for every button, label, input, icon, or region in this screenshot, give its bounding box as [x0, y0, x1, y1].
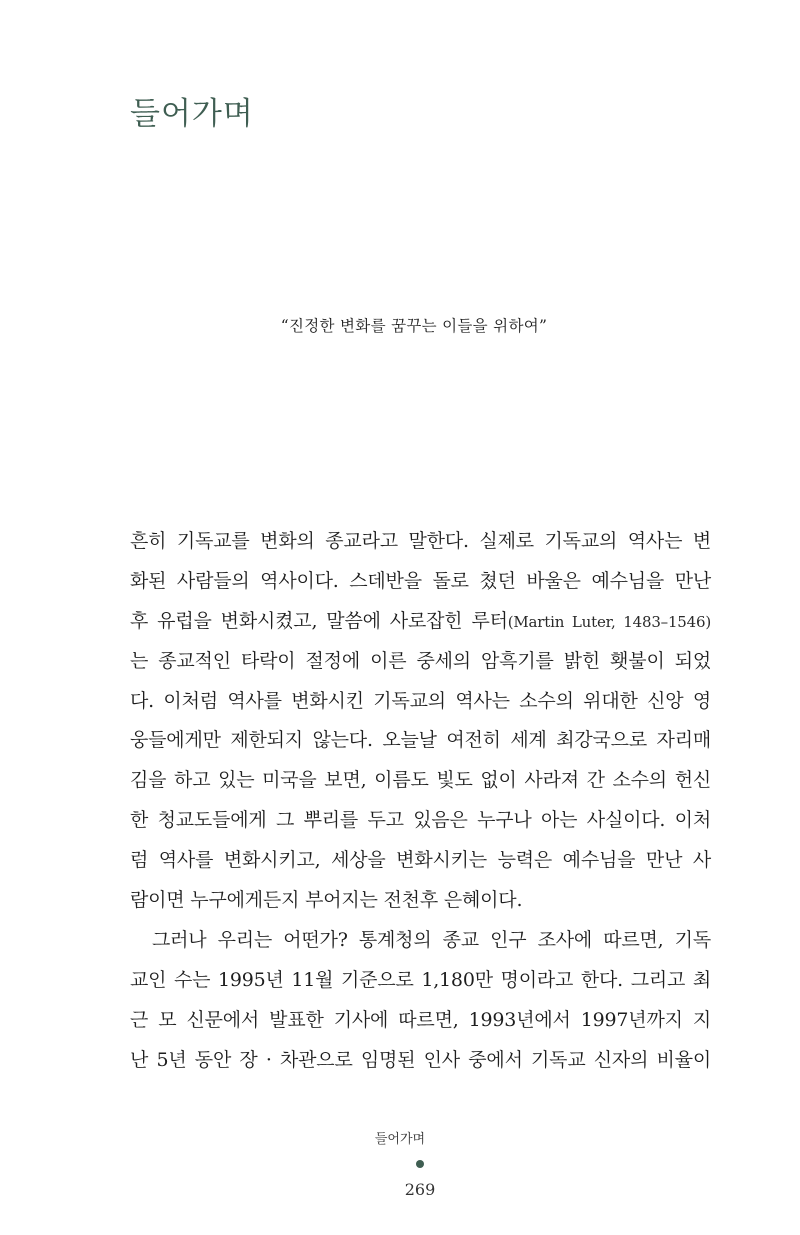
text-line: 다. 이처럼 역사를 변화시킨 기독교의 역사는 소수의 위대한 신앙 영	[130, 689, 711, 712]
running-footer-label: 들어가며	[374, 1132, 426, 1147]
chapter-title: 들어가며	[130, 96, 254, 132]
text-line: 람이면 누구에게든지 부어지는 전천후 은혜이다.	[130, 889, 523, 912]
text-line: 김을 하고 있는 미국을 보면, 이름도 빛도 없이 사라져 간 소수의 헌신	[130, 769, 711, 792]
text-line: 웅들에게만 제한되지 않는다. 오늘날 여전히 세계 최강국으로 자리매	[130, 729, 711, 752]
text-line: 흔히 기독교를 변화의 종교라고 말한다. 실제로 기독교의 역사는 변	[130, 530, 711, 552]
text-line: 럼 역사를 변화시키고, 세상을 변화시키는 능력은 예수님을 만난 사	[130, 849, 711, 872]
text-line: 난 5년 동안 장 · 차관으로 임명된 인사 중에서 기독교 신자의 비율이	[130, 1048, 711, 1071]
text-line: 그러나 우리는 어떤가? 통계청의 종교 인구 조사에 따르면, 기독	[152, 928, 711, 951]
text-line: 는 종교적인 타락이 절정에 이른 중세의 암흑기를 밝힌 횃불이 되었	[130, 649, 711, 672]
epigraph: “진정한 변화를 꿈꾸는 이들을 위하여”	[280, 317, 548, 335]
page-number: 269	[404, 1180, 436, 1199]
text-line: 화된 사람들의 역사이다. 스데반을 돌로 쳤던 바울은 예수님을 만난	[130, 569, 711, 592]
text-line-main: 후 유럽을 변화시켰고, 말씀에 사로잡힌 루터	[130, 609, 508, 632]
name-annotation: (Martin Luter, 1483–1546)	[507, 612, 711, 631]
text-line: 근 모 신문에서 발표한 기사에 따르면, 1993년에서 1997년까지 지	[130, 1008, 711, 1031]
text-line: 교인 수는 1995년 11월 기준으로 1,180만 명이라고 한다. 그리고 최	[130, 968, 711, 991]
text-line	[130, 602, 711, 642]
text-line: 한 청교도들에게 그 뿌리를 두고 있음은 누구나 아는 사실이다. 이처	[130, 809, 711, 832]
footer-dot-ornament	[416, 1160, 424, 1168]
body-text	[130, 522, 711, 1080]
